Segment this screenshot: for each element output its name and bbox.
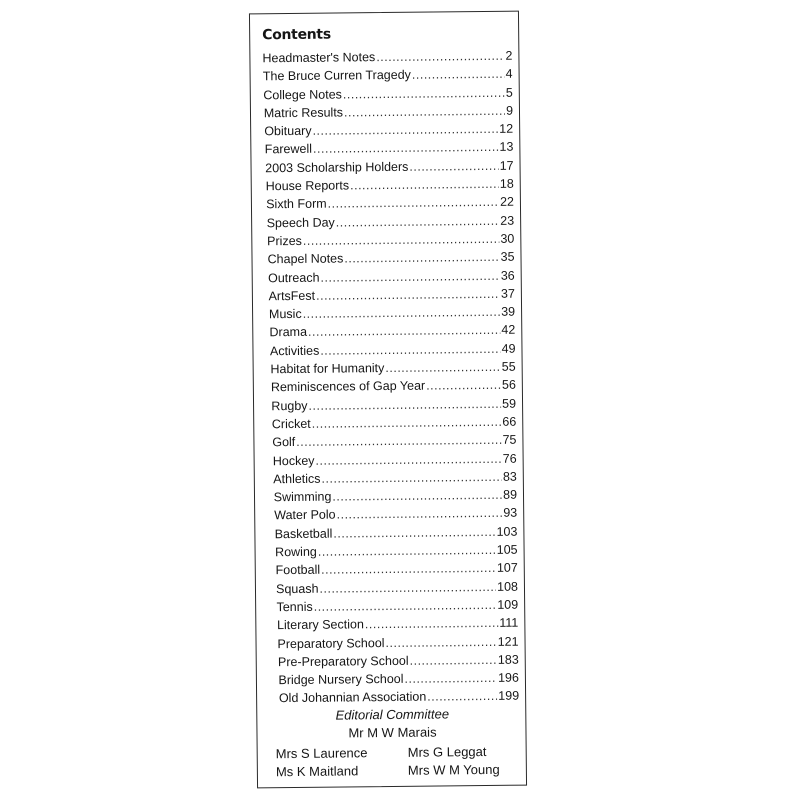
toc-leader-dots — [350, 177, 499, 193]
toc-entry-page: 66 — [502, 414, 517, 429]
toc-leader-dots — [409, 159, 498, 174]
toc-entry-page: 83 — [502, 469, 517, 484]
toc-leader-dots — [315, 451, 501, 467]
toc-entry-label: Swimming — [273, 489, 332, 505]
editorial-committee — [257, 706, 528, 780]
toc-leader-dots — [385, 360, 501, 375]
toc-entry-label: Headmaster's Notes — [262, 50, 376, 66]
toc-leader-dots — [308, 323, 501, 339]
editorial-members — [276, 744, 528, 780]
toc-entry-page: 5 — [505, 85, 513, 100]
contents-panel — [249, 11, 527, 789]
toc-entry-label: Water Polo — [274, 507, 336, 523]
toc-entry-label: Literary Section — [276, 617, 364, 633]
toc-entry-label: Rugby — [271, 398, 308, 413]
toc-entry-page: 105 — [496, 542, 518, 557]
toc-entry-page: 18 — [499, 176, 514, 191]
toc-entry-page: 111 — [499, 615, 519, 631]
toc-leader-dots — [376, 49, 504, 64]
toc-entry-page: 37 — [500, 286, 515, 301]
toc-entry-label: Rowing — [275, 544, 317, 560]
toc-entry-page: 103 — [496, 524, 518, 539]
toc-leader-dots — [319, 579, 496, 595]
toc-leader-dots — [320, 268, 499, 284]
toc-leader-dots — [412, 67, 505, 82]
toc-leader-dots — [321, 470, 502, 486]
toc-entry-label: Tennis — [276, 599, 313, 615]
toc-entry-label: Athletics — [273, 471, 321, 487]
editorial-chair: Mr M W Marais — [348, 724, 437, 741]
toc-entry-page: 109 — [497, 597, 519, 612]
toc-leader-dots — [365, 616, 499, 631]
toc-leader-dots — [343, 85, 505, 101]
toc-entry-page: 89 — [503, 487, 518, 502]
toc-entry-page: 183 — [497, 652, 519, 667]
toc-entry-label: Activities — [269, 343, 320, 358]
toc-entry-page: 13 — [499, 140, 514, 155]
toc-leader-dots — [312, 415, 502, 431]
toc-entry-label: Squash — [276, 581, 319, 596]
toc-entry-label: The Bruce Curren Tragedy — [262, 68, 411, 84]
toc-entry-page: 59 — [502, 396, 517, 411]
toc-entry-label: Outreach — [268, 270, 320, 285]
toc-leader-dots — [303, 305, 501, 321]
toc-leader-dots — [336, 213, 500, 229]
contents-title: Contents — [262, 26, 331, 44]
toc-entry-label: Chapel Notes — [267, 251, 344, 267]
toc-entry-label: Bridge Nursery School — [278, 671, 404, 688]
toc-entry-label: Preparatory School — [277, 635, 385, 651]
toc-entry-label: Golf — [272, 435, 296, 450]
toc-leader-dots — [308, 396, 501, 412]
toc-entry-label: Old Johannian Association — [278, 690, 427, 706]
toc-entry-label: Speech Day — [266, 215, 335, 230]
toc-entry-page: 12 — [499, 121, 514, 137]
toc-entry-label: Cricket — [271, 416, 311, 432]
editorial-member: Mrs W M Young — [407, 761, 500, 778]
toc-entry-page: 121 — [497, 634, 519, 649]
toc-entry-page: 39 — [501, 304, 516, 319]
toc-entry-page: 36 — [500, 268, 515, 283]
toc-entry-label: Habitat for Humanity — [270, 361, 385, 377]
editorial-member: Ms K Maitland — [275, 763, 359, 780]
toc-entry-page: 93 — [503, 506, 518, 521]
toc-entry-page: 56 — [501, 378, 516, 393]
toc-leader-dots — [333, 525, 495, 541]
toc-leader-dots — [296, 433, 501, 449]
toc-leader-dots — [344, 104, 505, 120]
toc-entry-page: 199 — [498, 689, 520, 704]
toc-entry-label: ArtsFest — [268, 288, 316, 304]
editorial-title: Editorial Committee — [335, 706, 450, 723]
toc-leader-dots — [320, 342, 500, 358]
toc-entry-label: 2003 Scholarship Holders — [265, 159, 409, 176]
toc-entry-page: 108 — [497, 579, 519, 594]
toc-entry-label: Prizes — [267, 233, 302, 249]
toc-entry-page: 107 — [496, 560, 518, 576]
toc-leader-dots — [410, 653, 497, 668]
toc-entry-label: Basketball — [274, 526, 333, 541]
toc-entry-label: Music — [268, 307, 302, 322]
toc-entry-label: College Notes — [263, 87, 342, 102]
toc-entry-page: 55 — [501, 359, 516, 374]
toc-entry-label: Obituary — [264, 123, 312, 139]
toc-entry-page: 2 — [505, 48, 513, 63]
toc-leader-dots — [321, 561, 496, 577]
toc-leader-dots — [426, 378, 501, 393]
toc-leader-dots — [337, 506, 503, 522]
toc-leader-dots — [318, 543, 496, 559]
toc-entry-label: Farewell — [264, 142, 313, 157]
toc-entry-page: 35 — [500, 249, 515, 265]
toc-entry-page: 76 — [502, 451, 517, 466]
toc-entry-page: 75 — [502, 432, 517, 448]
toc-leader-dots — [332, 488, 502, 504]
toc-entry-label: Reminiscences of Gap Year — [270, 378, 426, 395]
toc-entry-label: Pre-Preparatory School — [277, 653, 409, 669]
editorial-member: Mrs G Leggat — [407, 743, 487, 760]
toc-leader-dots — [313, 140, 499, 156]
toc-leader-dots — [344, 250, 499, 266]
toc-leader-dots — [328, 195, 500, 211]
toc-leader-dots — [303, 232, 500, 248]
toc-entry-page: 22 — [499, 195, 515, 210]
toc-entry-page: 196 — [497, 670, 519, 685]
toc-entry-label: Sixth Form — [266, 197, 327, 212]
editorial-member: Mrs S Laurence — [275, 745, 368, 762]
toc-entry-label: Football — [275, 563, 321, 578]
toc-entry-label: Matric Results — [263, 105, 344, 121]
toc-entry-label: House Reports — [265, 178, 350, 194]
toc-entry-page: 17 — [499, 158, 514, 173]
toc-entry-page: 4 — [505, 66, 513, 82]
toc-entry-page: 42 — [501, 323, 516, 338]
toc-entry-page: 9 — [505, 103, 514, 118]
toc-leader-dots — [316, 287, 500, 303]
toc-leader-dots — [312, 122, 498, 138]
toc-leader-dots — [385, 634, 496, 649]
toc-leader-dots — [427, 689, 497, 704]
toc-entry-page: 23 — [500, 213, 515, 228]
toc-leader-dots — [404, 671, 497, 686]
contents-list — [262, 49, 519, 710]
toc-entry-page: 30 — [500, 231, 515, 246]
toc-entry-label: Drama — [269, 325, 308, 340]
toc-leader-dots — [314, 598, 497, 614]
toc-entry-page: 49 — [501, 341, 516, 356]
toc-entry-label: Hockey — [272, 453, 315, 468]
